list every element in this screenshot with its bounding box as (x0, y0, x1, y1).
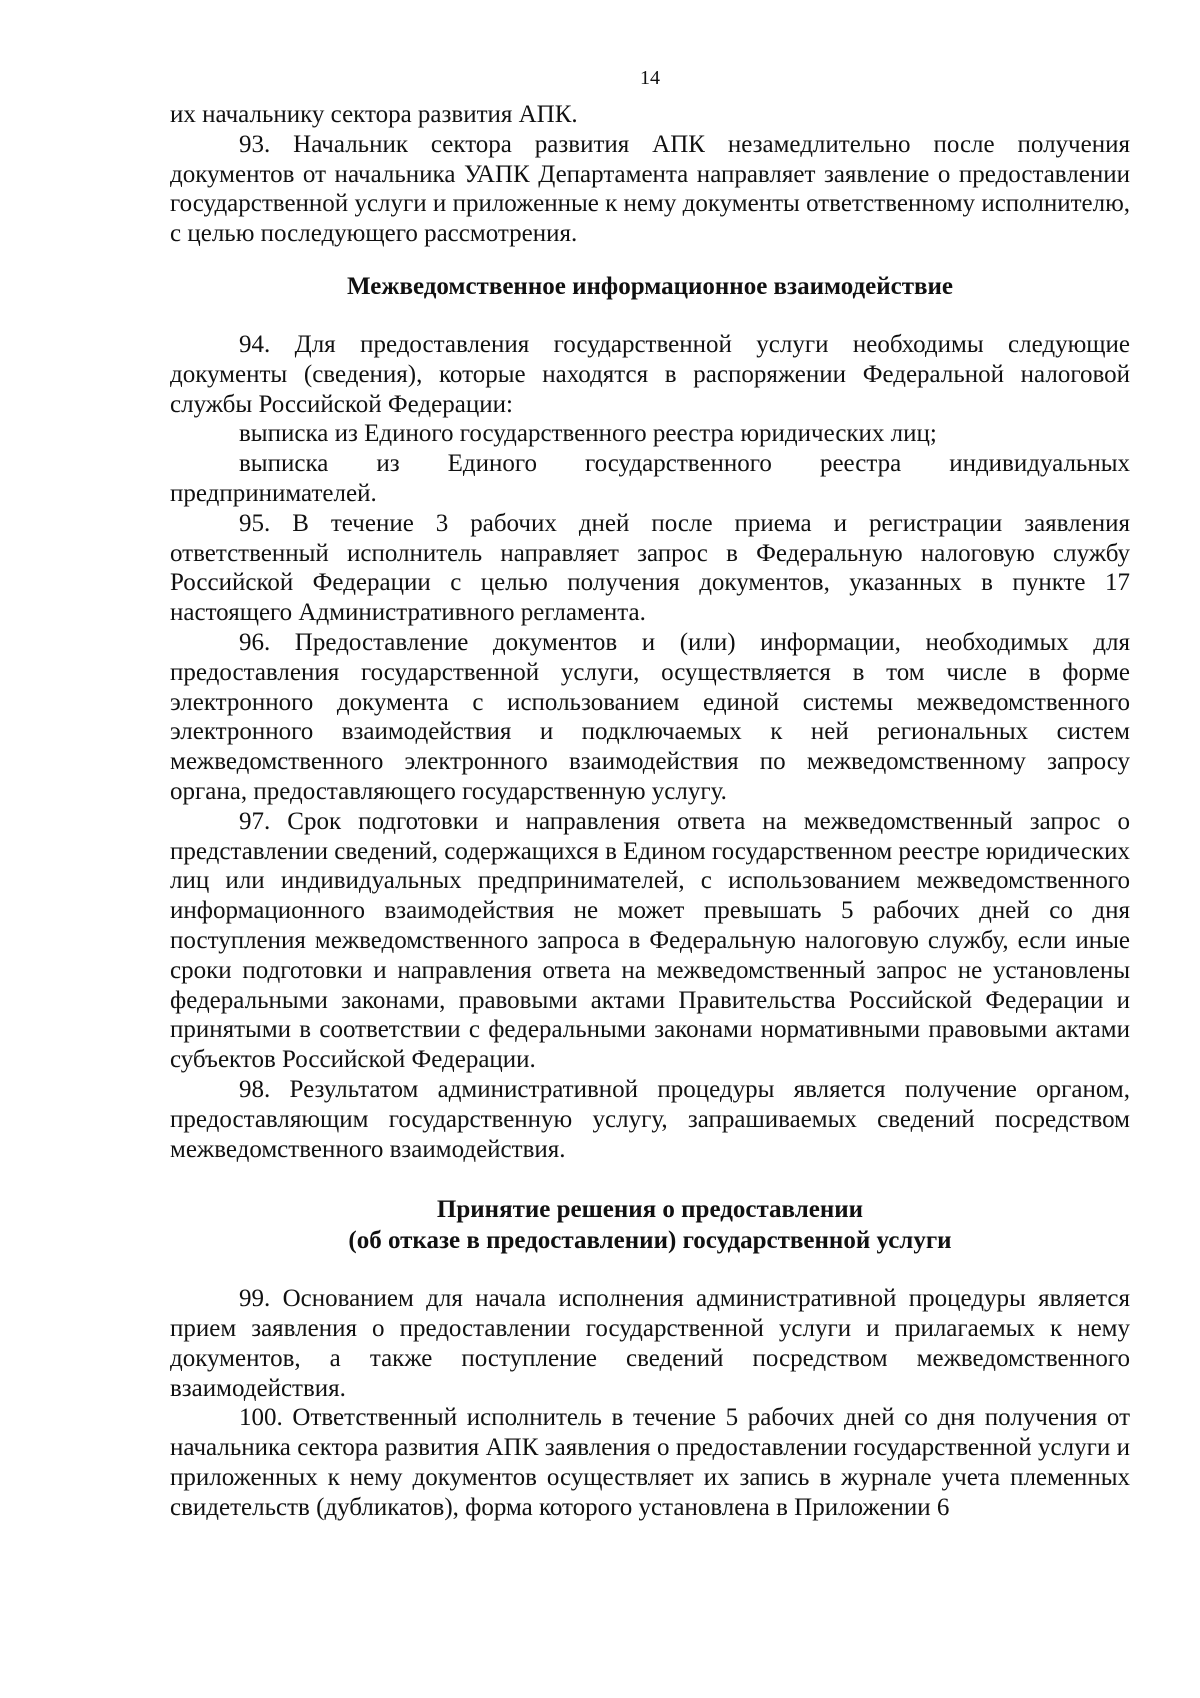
section-heading-decision-line2: (об отказе в предоставлении) государственной услуги (348, 1227, 952, 1255)
section-heading-decision-line1: Принятие решения о предоставлении (436, 1196, 864, 1224)
section-heading-interagency (170, 271, 1130, 302)
paragraph-94-item-entrepreneurs: выписка из Единого государственного реестра индивидуальных предпринимателей. (170, 450, 1130, 507)
paragraph-94: 94. Для предоставления государственной услуги необходимы следующие документы (сведения), которые находятся в распоряжении Федеральной налоговой службы Российской Федерации: (170, 330, 1130, 418)
paragraph-98: 98. Результатом административной процедуры является получение органом, предоставляющим государственную услугу, запрашиваемых сведений посредством межведомственного взаимодействия. (170, 1075, 1130, 1163)
paragraph-95: 95. В течение 3 рабочих дней после приема и регистрации заявления ответственный исполнитель направляет запрос в Федеральную налоговую службу Российской Федерации с целью получения документов, указанных в пункте 17 настоящего Административного регламента. (170, 509, 1130, 627)
paragraph-94-item-legal-entities: выписка из Единого государственного реестра юридических лиц; (239, 420, 937, 448)
paragraph-96: 96. Предоставление документов и (или) информации, необходимых для предоставления государственной услуги, осуществляется в том числе в форме электронного документа с использованием единой системы межведомственного электронного взаимодействия и подключаемых к ней региональных систем межведомственного электронного взаимодействия по межведомственному запросу органа, предоставляющего государственную услугу. (170, 628, 1130, 805)
paragraph-100: 100. Ответственный исполнитель в течение 5 рабочих дней со дня получения от начальника сектора развития АПК заявления о предоставлении государственной услуги и приложенных к нему документов осуществляет их запись в журнале учета племенных свидетельств (дубликатов), форма которого установлена в Приложении 6 (170, 1404, 1130, 1521)
paragraph-continuation: их начальнику сектора развития АПК. (170, 101, 578, 128)
paragraph-97: 97. Срок подготовки и направления ответа на межведомственный запрос о представлении сведений, содержащихся в Едином государственном реестре юридических лиц или индивидуальных предпринимателей, с использованием межведомственного информационного взаимодействия не может превышать 5 рабочих дней со дня поступления межведомственного запроса в Федеральную налоговую службу, если иные сроки подготовки и направления ответа на межведомственный запрос не установлены федеральными законами, правовыми актами Правительства Российской Федерации и принятыми в соответствии с федеральными законами нормативными правовыми актами субъектов Российской Федерации. (170, 807, 1130, 1074)
paragraph-99: 99. Основанием для начала исполнения административной процедуры является прием заявления о предоставлении государственной услуги и прилагаемых к нему документов, а также поступление сведений посредством межведомственного взаимодействия. (170, 1285, 1130, 1402)
section-heading-interagency-text: Межведомственное информационное взаимодействие (347, 272, 953, 300)
section-heading-decision (170, 1194, 1130, 1256)
document-body (170, 100, 1130, 1523)
page-number: 14 (640, 67, 660, 89)
paragraph-93: 93. Начальник сектора развития АПК незамедлительно после получения документов от начальника УАПК Департамента направляет заявление о предоставлении государственной услуги и приложенные к нему документы ответственному исполнителю, с целью последующего рассмотрения. (170, 130, 1130, 248)
